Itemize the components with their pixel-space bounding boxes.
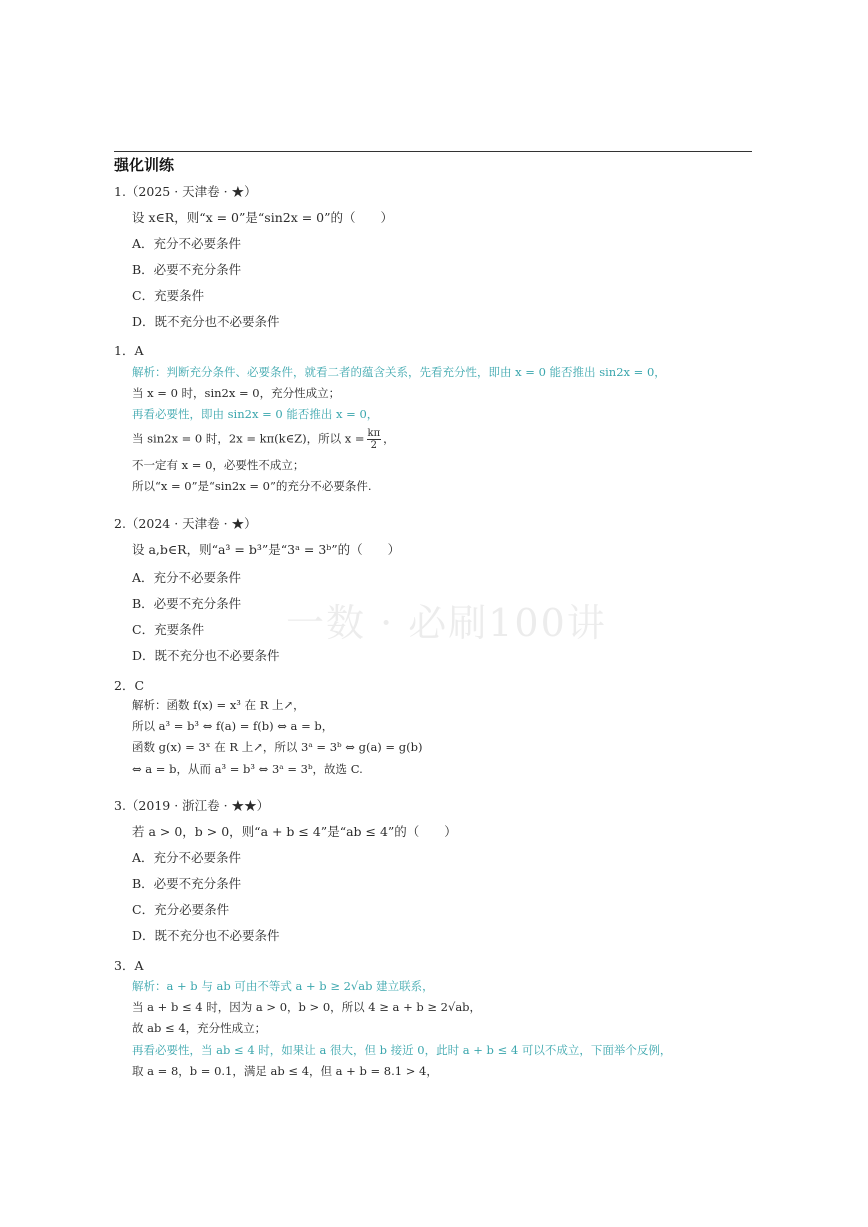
question-2-answer: 2．C [114, 678, 145, 693]
question-1-option-b: B．必要不充分条件 [132, 262, 242, 277]
header-rule [114, 151, 752, 152]
question-3-option-d: D．既不充分也不必要条件 [132, 928, 280, 943]
question-2-option-d: D．既不充分也不必要条件 [132, 648, 280, 663]
solution-text: 当 sin2x = 0 时，2x = kπ(k∈Z)，所以 x = [132, 431, 365, 446]
question-3-solution-line: 解析：a + b 与 ab 可由不等式 a + b ≥ 2√ab 建立联系， [132, 979, 434, 993]
question-1-solution-line [132, 428, 395, 451]
fraction [367, 428, 382, 451]
question-3-solution-line: 故 ab ≤ 4，充分性成立； [132, 1021, 267, 1035]
watermark: 一数 · 必刷100讲 [286, 601, 607, 645]
question-1-stem: 设 x∈R，则“x = 0”是“sin2x = 0”的（ ） [132, 210, 394, 225]
question-1-solution-line: 所以“x = 0”是“sin2x = 0”的充分不必要条件. [132, 479, 372, 493]
question-2-option-c: C．充要条件 [132, 622, 205, 637]
question-1-answer: 1．A [114, 343, 144, 358]
question-3-answer: 3．A [114, 958, 144, 973]
fraction-numerator: kπ [367, 428, 381, 439]
question-3-solution-line: 当 a + b ≤ 4 时，因为 a > 0，b > 0，所以 4 ≥ a + b ≥ 2√ab， [132, 1000, 482, 1014]
question-1-solution-line: 当 x = 0 时，sin2x = 0，充分性成立； [132, 386, 341, 400]
question-3-option-c: C．充分必要条件 [132, 902, 230, 917]
question-3-solution-line: 再看必要性，当 ab ≤ 4 时，如果让 a 很大，但 b 接近 0，此时 a + b ≤ 4 可以不成立，下面举个反例， [132, 1043, 672, 1057]
question-2-stem: 设 a,b∈R，则“a³ = b³”是“3ᵃ = 3ᵇ”的（ ） [132, 542, 401, 557]
question-1-header: 1.（2025 · 天津卷 · ★） [114, 184, 257, 199]
question-2-solution-line: 解析：函数 f(x) = x³ 在 R 上↗， [132, 698, 305, 712]
question-3-stem: 若 a > 0，b > 0，则“a + b ≤ 4”是“ab ≤ 4”的（ ） [132, 824, 457, 839]
question-2-option-b: B．必要不充分条件 [132, 596, 242, 611]
question-3-solution-line: 取 a = 8，b = 0.1，满足 ab ≤ 4，但 a + b = 8.1 > 4， [132, 1064, 438, 1078]
solution-text: ， [383, 431, 395, 446]
question-1-solution-line: 解析：判断充分条件、必要条件，就看二者的蕴含关系，先看充分性，即由 x = 0 能否推出 sin2x = 0， [132, 365, 666, 379]
question-3-option-a: A．充分不必要条件 [132, 850, 242, 865]
question-1-solution-line: 不一定有 x = 0，必要性不成立； [132, 458, 305, 472]
question-1-option-a: A．充分不必要条件 [132, 236, 242, 251]
question-2-option-a: A．充分不必要条件 [132, 570, 242, 585]
question-1-option-d: D．既不充分也不必要条件 [132, 314, 280, 329]
question-2-solution-line: 函数 g(x) = 3ˣ 在 R 上↗，所以 3ᵃ = 3ᵇ ⇔ g(a) = g(b) [132, 740, 423, 754]
section-title: 强化训练 [114, 156, 175, 174]
question-1-solution-line: 再看必要性，即由 sin2x = 0 能否推出 x = 0， [132, 407, 379, 421]
question-3-header: 3.（2019 · 浙江卷 · ★★） [114, 798, 270, 813]
fraction-denominator: 2 [370, 440, 378, 451]
question-1-option-c: C．充要条件 [132, 288, 205, 303]
question-2-header: 2.（2024 · 天津卷 · ★） [114, 516, 257, 531]
question-3-option-b: B．必要不充分条件 [132, 876, 242, 891]
question-2-solution-line: ⇔ a = b，从而 a³ = b³ ⇔ 3ᵃ = 3ᵇ，故选 C. [132, 762, 363, 776]
question-2-solution-line: 所以 a³ = b³ ⇔ f(a) = f(b) ⇔ a = b， [132, 719, 334, 733]
